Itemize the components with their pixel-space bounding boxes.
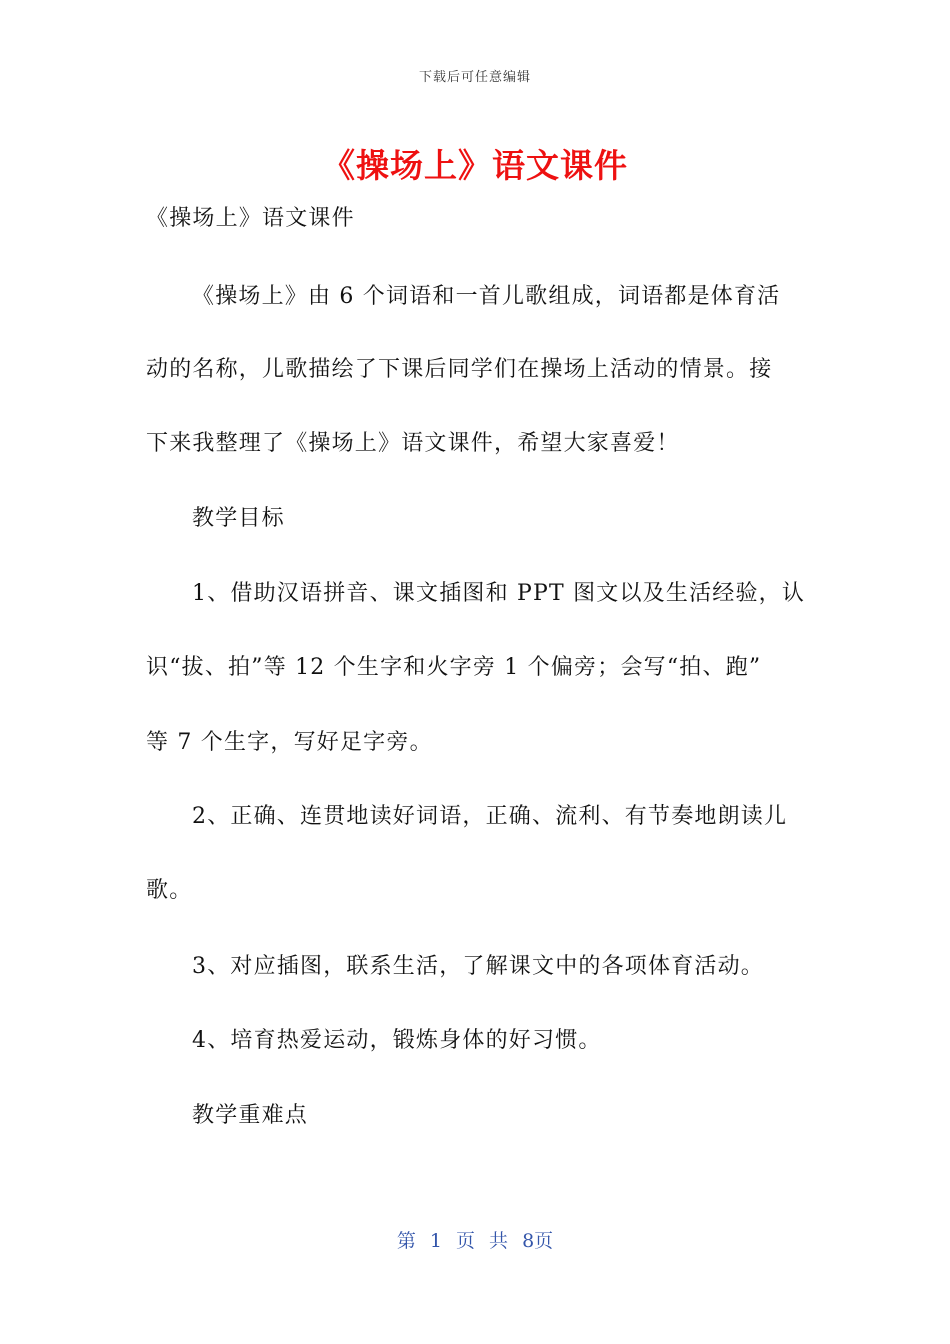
paragraph-line: 下来我整理了《操场上》语文课件，希望大家喜爱！ [146, 431, 680, 456]
paragraph-line: 动的名称，儿歌描绘了下课后同学们在操场上活动的情景。接 [146, 357, 773, 382]
document-title: 《操场上》语文课件 [322, 146, 628, 185]
section-heading: 教学目标 [192, 506, 285, 531]
paragraph-line: 1、借助汉语拼音、课文插图和 PPT 图文以及生活经验，认 [192, 581, 806, 606]
paragraph-line: 3、对应插图，联系生活，了解课文中的各项体育活动。 [192, 954, 764, 979]
paragraph-line: 《操场上》由 6 个词语和一首儿歌组成，词语都是体育活 [192, 284, 781, 309]
header-note: 下载后可任意编辑 [418, 70, 531, 85]
paragraph-line: 等 7 个生字，写好足字旁。 [146, 730, 433, 755]
section-heading: 教学重难点 [192, 1103, 309, 1128]
paragraph-line: 识“拔、拍”等 12 个生字和火字旁 1 个偏旁；会写“拍、跑” [146, 655, 762, 680]
paragraph-line: 4、培育热爱运动，锻炼身体的好习惯。 [192, 1028, 602, 1053]
paragraph-line: 2、正确、连贯地读好词语，正确、流利、有节奏地朗读儿 [192, 804, 788, 829]
page-footer: 第 1 页 共 8页 [396, 1230, 554, 1252]
paragraph-line: 歌。 [146, 878, 193, 903]
subtitle-line: 《操场上》语文课件 [146, 206, 355, 231]
